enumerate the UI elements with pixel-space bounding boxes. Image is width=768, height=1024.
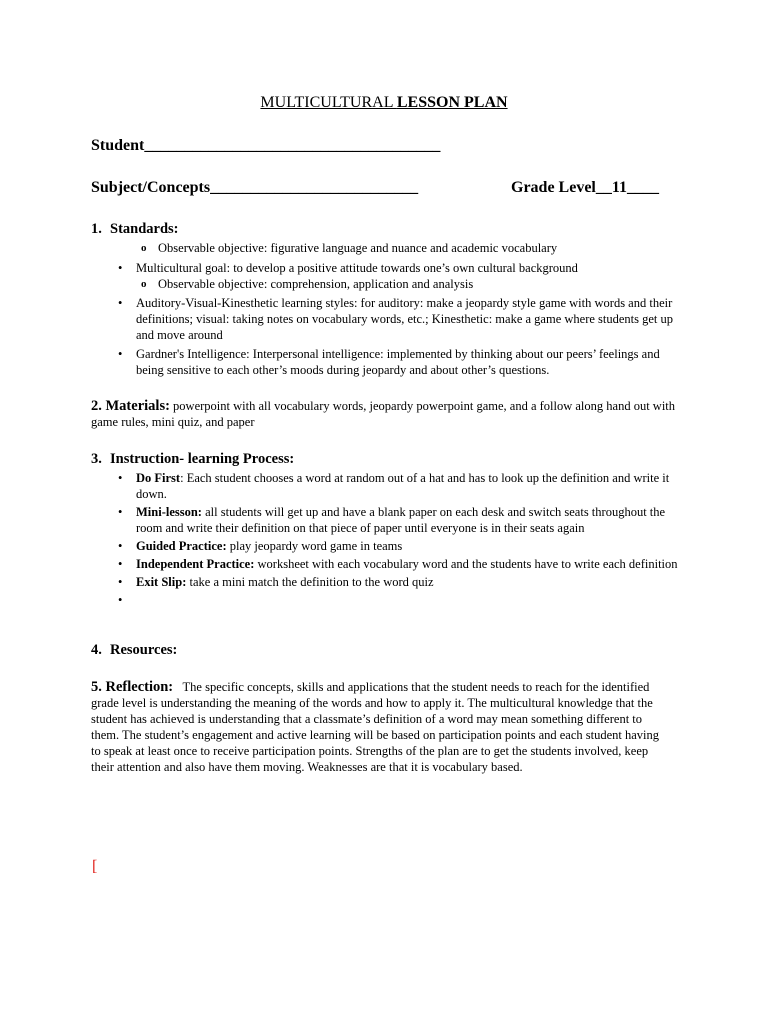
list-item	[0, 276, 685, 292]
bullet-icon: •	[118, 505, 123, 519]
list-item	[0, 504, 685, 536]
list-item-label: Exit Slip:	[136, 575, 187, 589]
list-item-text: Gardner's Intelligence: Interpersonal intelligence: implemented by thinking about our peers’ feelings and being sensitive to each other’s moods during jeopardy and about other’s questions.	[136, 347, 660, 377]
bullet-icon: •	[118, 296, 123, 310]
resources-number: 4.	[91, 642, 102, 658]
list-item-label: Guided Practice:	[136, 539, 227, 553]
list-item-text: Auditory-Visual-Kinesthetic learning styles: for auditory: make a jeopardy style game with words and their definitions; visual: taking notes on vocabulary words, etc.; Kinesthetic: make a game where students get up and move around	[136, 296, 674, 342]
bullet-icon: •	[118, 347, 123, 361]
bullet-icon: •	[118, 557, 123, 571]
grade-level-field: Grade Level__11____	[511, 179, 659, 196]
list-item	[0, 574, 685, 590]
instruction-heading	[91, 451, 294, 468]
list-item-empty	[0, 592, 685, 608]
materials-heading: 2. Materials:	[91, 398, 170, 414]
list-item	[0, 240, 685, 256]
list-item-label: Mini-lesson:	[136, 505, 202, 519]
standards-list	[0, 240, 685, 378]
bullet-icon: •	[118, 593, 123, 607]
document-title	[0, 94, 768, 112]
list-item	[0, 260, 685, 276]
resources-heading-text: Resources:	[110, 642, 178, 658]
title-part-2: LESSON PLAN	[396, 94, 508, 111]
subject-concepts-field: Subject/Concepts__________________________	[91, 179, 419, 196]
list-item-text: Multicultural goal: to develop a positive attitude towards one’s own cultural background	[136, 261, 578, 275]
instruction-number: 3.	[91, 451, 102, 467]
instruction-heading-text: Instruction- learning Process:	[110, 451, 295, 467]
materials-text: powerpoint with all vocabulary words, jeopardy powerpoint game, and a follow along hand out with game rules, mini quiz, and paper	[91, 399, 676, 429]
standards-heading-text: Standards:	[110, 221, 179, 237]
standards-heading	[91, 221, 179, 238]
instruction-list	[0, 470, 685, 608]
student-field: Student_____________________________________	[91, 137, 441, 154]
list-item-text: all students will get up and have a blank paper on each desk and switch seats throughout the room and write their definition on that piece of paper until everyone is in their seats again	[136, 505, 666, 535]
list-item-label: Do First	[136, 471, 181, 485]
title-part-1: MULTICULTURAL	[260, 94, 397, 111]
list-item	[0, 556, 685, 572]
list-item	[0, 346, 685, 378]
list-item-text: Observable objective: figurative language and nuance and academic vocabulary	[158, 241, 558, 255]
list-item	[0, 470, 685, 502]
bullet-icon: •	[118, 471, 123, 485]
list-item-label: Independent Practice:	[136, 557, 255, 571]
materials-section	[91, 398, 691, 430]
bullet-icon: •	[118, 575, 123, 589]
standards-number: 1.	[91, 221, 102, 237]
reflection-section	[91, 679, 671, 775]
sub-bullet-icon: o	[141, 242, 147, 254]
sub-bullet-icon: o	[141, 278, 147, 290]
resources-heading	[91, 642, 177, 659]
list-item	[0, 538, 685, 554]
list-item-text: Observable objective: comprehension, application and analysis	[158, 277, 474, 291]
bullet-icon: •	[118, 261, 123, 275]
list-item-text: worksheet with each vocabulary word and the students have to write each definition	[254, 557, 678, 571]
reflection-heading: 5. Reflection:	[91, 679, 174, 695]
bullet-icon: •	[118, 539, 123, 553]
comment-marker: [	[92, 858, 98, 875]
reflection-text: The specific concepts, skills and applications that the student needs to reach for the identified grade level is understanding the meaning of the words and how to apply it. The multicultural knowledge that the student has achieved is understanding that a classmate’s definition of a word may mean something different to them. The student’s engagement and active learning will be based on participation points and each student having to speak at least once to receive participation points. Strengths of the plan are to get the students involved, keep their attention and also have them moving. Weaknesses are that it is vocabulary based.	[91, 680, 660, 774]
list-item-text: : Each student chooses a word at random out of a hat and has to look up the definition and write it down.	[136, 471, 670, 501]
list-item-text: take a mini match the definition to the word quiz	[186, 575, 434, 589]
list-item	[0, 295, 685, 343]
list-item-text: play jeopardy word game in teams	[226, 539, 403, 553]
